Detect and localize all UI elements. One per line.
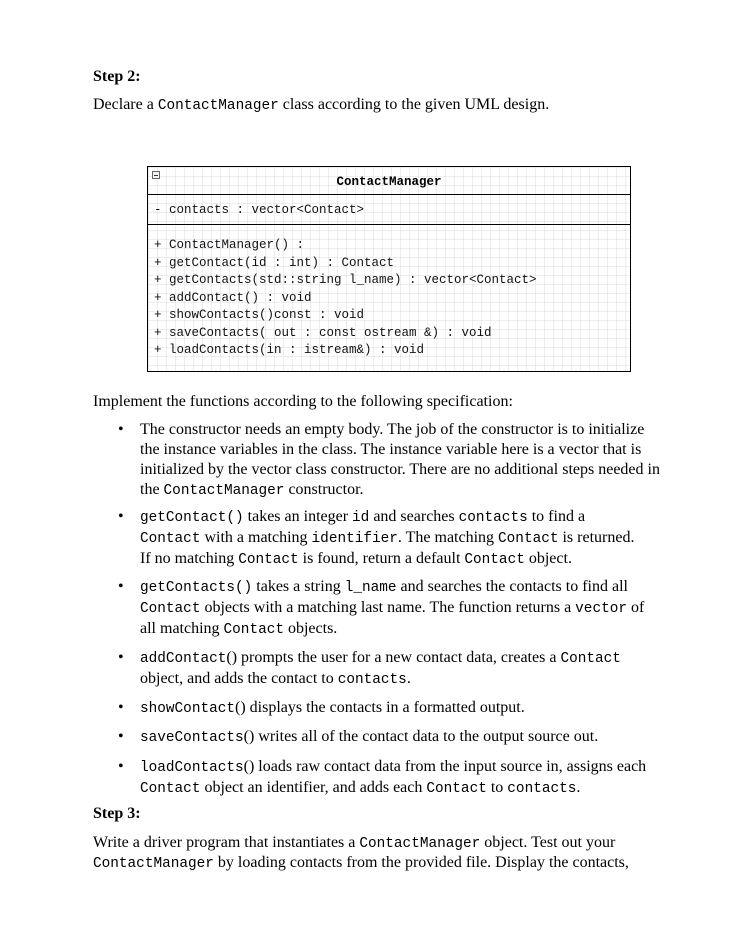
inline-code: showContact bbox=[140, 701, 235, 717]
spec-bullet bbox=[140, 577, 685, 640]
inline-code: Contact bbox=[426, 781, 487, 797]
implement-intro: Implement the functions according to the following specification: bbox=[93, 393, 513, 410]
text-run: If no matching bbox=[140, 550, 239, 567]
text-run: and searches the contacts to find all bbox=[396, 578, 628, 595]
text-run: . The matching bbox=[397, 529, 499, 546]
inline-code: loadContacts bbox=[140, 760, 244, 776]
inline-code: getContact() bbox=[140, 510, 244, 526]
bullet-line bbox=[140, 619, 685, 640]
spec-bullet bbox=[140, 727, 685, 748]
spec-bullet bbox=[140, 757, 685, 799]
text-run: . bbox=[406, 670, 411, 687]
inline-code: Contact bbox=[140, 781, 201, 797]
text-run: by loading contacts from the provided file. Display the contacts, bbox=[213, 854, 629, 871]
uml-separator-top bbox=[148, 194, 630, 195]
bullet-line bbox=[140, 757, 685, 778]
step2-intro bbox=[93, 95, 549, 116]
text-run: is found, return a default bbox=[298, 550, 465, 567]
text-run: Write a driver program that instantiates a bbox=[93, 834, 360, 851]
uml-operation: + showContacts()const : void bbox=[154, 308, 365, 322]
bullet-line bbox=[140, 480, 685, 501]
text-run: to find a bbox=[527, 508, 586, 525]
text-run: the instance variables in the class. The instance variable here is a vector that is bbox=[140, 441, 642, 458]
inline-code: l_name bbox=[344, 580, 397, 596]
step3-heading: Step 3: bbox=[93, 805, 141, 822]
uml-separator-bottom bbox=[148, 224, 630, 225]
text-run: () writes all of the contact data to the output source out. bbox=[243, 728, 599, 745]
text-run: initialized by the vector class constructor. There are no additional steps needed in bbox=[140, 461, 660, 478]
text-run: objects. bbox=[283, 620, 338, 637]
text-run: object. Test out your bbox=[480, 834, 616, 851]
bullet-marker: • bbox=[118, 649, 124, 666]
inline-code: ContactManager bbox=[163, 483, 285, 499]
uml-operation: + ContactManager() : bbox=[154, 238, 305, 252]
uml-class-box bbox=[147, 166, 631, 372]
bullet-line bbox=[140, 549, 685, 570]
bullet-line bbox=[140, 698, 685, 719]
inline-code: contacts bbox=[458, 510, 528, 526]
bullet-line bbox=[140, 577, 685, 598]
text-run: all matching bbox=[140, 620, 224, 637]
text-run: The constructor needs an empty body. The job of the constructor is to initialize bbox=[140, 421, 645, 438]
spec-bullet bbox=[140, 420, 685, 501]
uml-operation: + getContact(id : int) : Contact bbox=[154, 255, 395, 270]
bullet-line bbox=[140, 648, 685, 669]
bullet-line bbox=[140, 598, 685, 619]
text-run: () displays the contacts in a formatted output. bbox=[235, 699, 525, 716]
inline-code: ContactManager bbox=[93, 856, 214, 872]
text-run: to bbox=[486, 779, 508, 796]
text-run: constructor. bbox=[284, 481, 364, 498]
step3-line bbox=[93, 853, 629, 874]
inline-code: contacts bbox=[507, 781, 577, 797]
inline-code: Contact bbox=[238, 552, 299, 568]
inline-code: id bbox=[352, 510, 370, 526]
inline-code: identifier bbox=[311, 531, 398, 547]
inline-code: saveContacts bbox=[140, 730, 244, 746]
bullet-line bbox=[140, 420, 685, 440]
uml-operation: + getContacts(std::string l_name) : vector<Contact> bbox=[154, 273, 537, 287]
bullet-marker: • bbox=[118, 578, 124, 595]
bullet-line bbox=[140, 778, 685, 799]
bullet-line bbox=[140, 669, 685, 690]
bullet-line bbox=[140, 507, 685, 528]
spec-bullet bbox=[140, 698, 685, 719]
uml-operation: + saveContacts( out : const ostream &) : void bbox=[154, 325, 492, 340]
text-run: object an identifier, and adds each bbox=[200, 779, 427, 796]
bullet-line bbox=[140, 727, 685, 748]
uml-operation: + addContact() : void bbox=[154, 290, 312, 305]
bullet-line bbox=[140, 460, 685, 480]
step3-line bbox=[93, 833, 615, 854]
uml-class-name: ContactManager bbox=[336, 175, 442, 189]
inline-code: vector bbox=[575, 601, 627, 617]
spec-bullet bbox=[140, 507, 685, 570]
spec-bullet bbox=[140, 648, 685, 690]
bullet-line bbox=[140, 440, 685, 460]
text-run: takes a string bbox=[252, 578, 345, 595]
bullet-marker: • bbox=[118, 728, 124, 745]
inline-code: Contact bbox=[498, 531, 559, 547]
bullet-line bbox=[140, 528, 685, 549]
text-run: . bbox=[576, 779, 581, 796]
uml-operation: + loadContacts(in : istream&) : void bbox=[154, 343, 425, 357]
step2-intro-code: ContactManager bbox=[157, 98, 279, 114]
text-run: with a matching bbox=[200, 529, 312, 546]
text-run: the bbox=[140, 481, 164, 498]
bullet-marker: • bbox=[118, 699, 124, 716]
inline-code: Contact bbox=[140, 601, 201, 617]
text-run: object. bbox=[524, 550, 572, 567]
inline-code: addContact bbox=[140, 651, 227, 667]
inline-code: Contact bbox=[464, 552, 525, 568]
text-run: objects with a matching last name. The function returns a bbox=[200, 599, 576, 616]
inline-code: Contact bbox=[560, 651, 621, 667]
inline-code: ContactManager bbox=[359, 836, 481, 852]
step2-intro-suffix: class according to the given UML design. bbox=[278, 96, 550, 113]
text-run: and searches bbox=[369, 508, 459, 525]
uml-attribute: - contacts : vector<Contact> bbox=[154, 203, 365, 217]
text-run: takes an integer bbox=[243, 508, 353, 525]
step2-heading: Step 2: bbox=[93, 68, 141, 85]
step2-intro-prefix: Declare a bbox=[93, 96, 158, 113]
text-run: object, and adds the contact to bbox=[140, 670, 338, 687]
text-run: is returned. bbox=[558, 529, 635, 546]
text-run: of bbox=[627, 599, 645, 616]
inline-code: Contact bbox=[223, 622, 284, 638]
inline-code: Contact bbox=[140, 531, 201, 547]
bullet-marker: • bbox=[118, 508, 124, 525]
bullet-marker: • bbox=[118, 421, 124, 438]
text-run: () prompts the user for a new contact data, creates a bbox=[226, 649, 561, 666]
inline-code: contacts bbox=[337, 672, 407, 688]
text-run: () loads raw contact data from the input source in, assigns each bbox=[243, 758, 647, 775]
bullet-marker: • bbox=[118, 758, 124, 775]
inline-code: getContacts() bbox=[140, 580, 253, 596]
